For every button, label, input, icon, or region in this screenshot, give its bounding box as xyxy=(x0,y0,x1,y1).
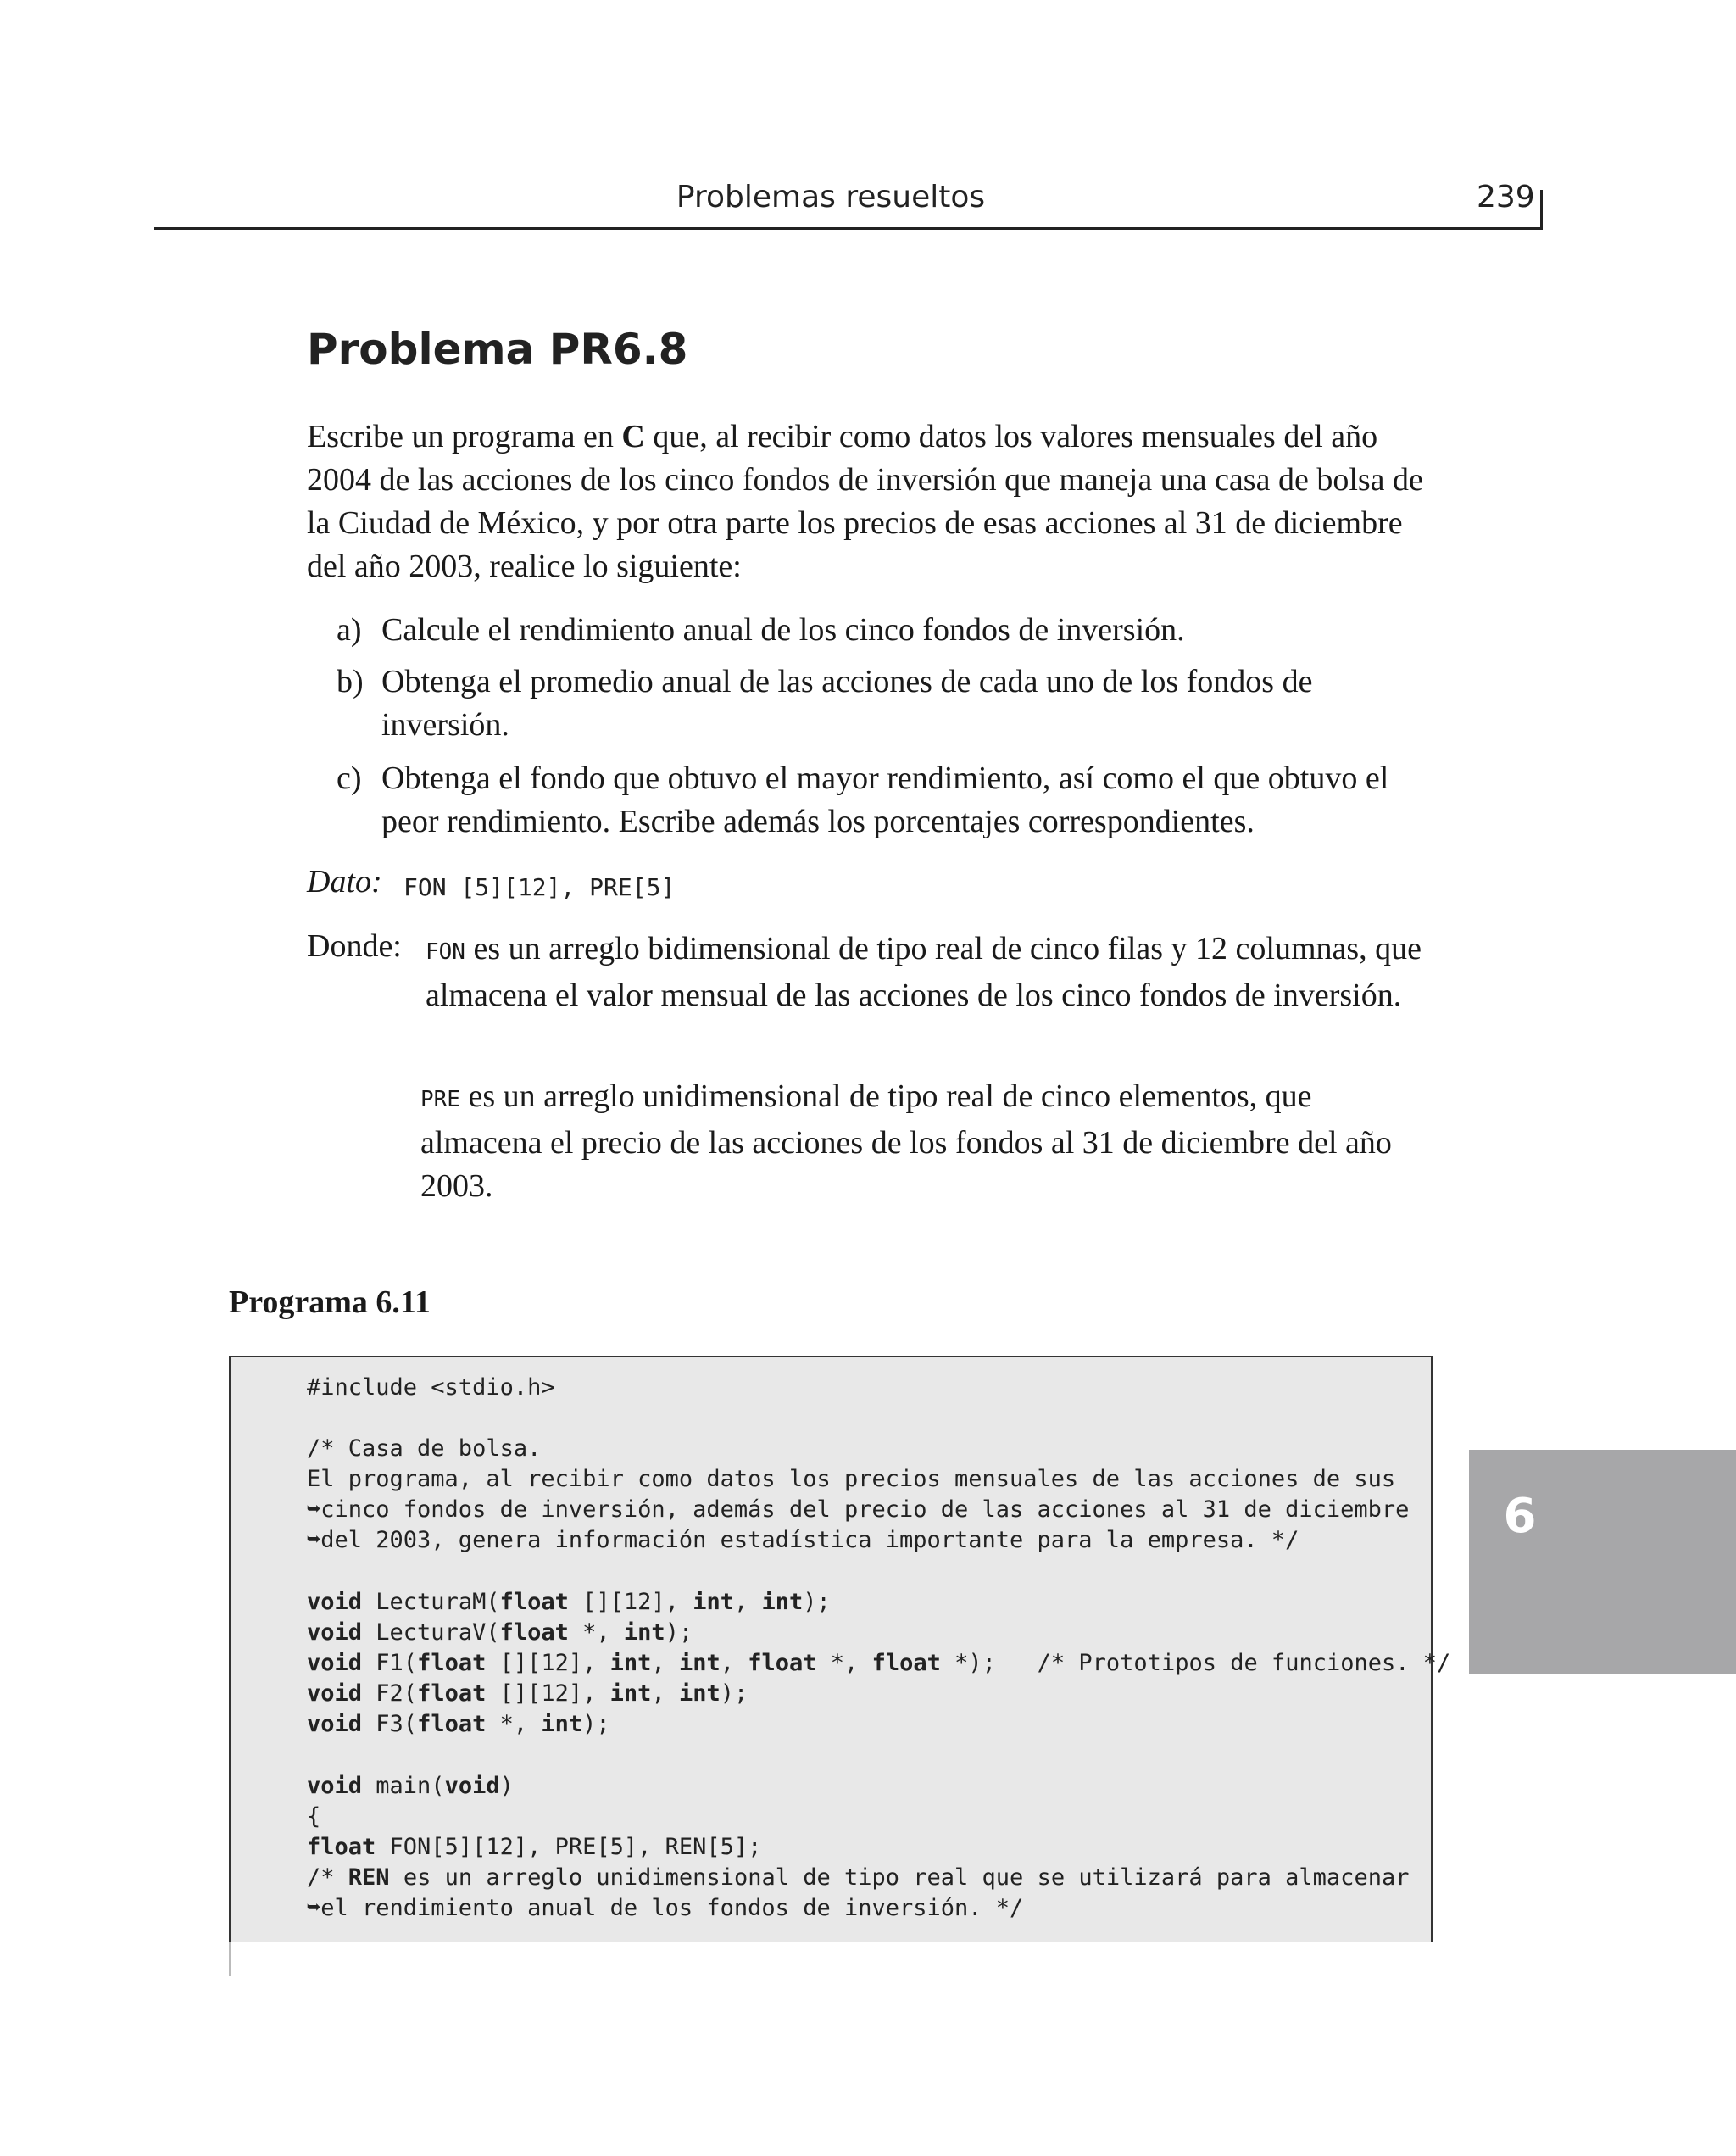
pre-text: es un arreglo unidimensional de tipo real de cinco elementos, que almacena el precio de las acciones de los fondos al 31 de diciembre del año 2003. xyxy=(420,1078,1392,1204)
keyword: int xyxy=(609,1680,652,1707)
keyword: float xyxy=(499,1589,569,1615)
keyword: void xyxy=(307,1619,363,1646)
keyword: int xyxy=(541,1711,583,1737)
problem-title: Problema PR6.8 xyxy=(307,325,688,374)
header-rule xyxy=(154,227,1543,230)
fon-name: FON xyxy=(426,939,465,965)
keyword: int xyxy=(693,1589,734,1615)
keyword: float xyxy=(417,1680,487,1707)
list-item-text: Obtenga el fondo que obtuvo el mayor rendimiento, así como el que obtuvo el peor rendimiento. Escribe además los porcentajes correspondientes. xyxy=(381,760,1389,839)
chapter-number: 6 xyxy=(1503,1489,1537,1544)
keyword: float xyxy=(307,1834,376,1860)
program-title: Programa 6.11 xyxy=(229,1284,431,1320)
intro-language: C xyxy=(621,419,645,454)
intro-paragraph xyxy=(307,415,1443,588)
intro-text-1: Escribe un programa en xyxy=(307,419,622,454)
keyword: float xyxy=(499,1619,569,1646)
keyword: void xyxy=(307,1589,363,1615)
keyword: void xyxy=(307,1680,363,1707)
list-item-text: Obtenga el promedio anual de las acciones de cada uno de los fondos de inversión. xyxy=(381,664,1313,743)
keyword: float xyxy=(871,1650,941,1676)
keyword: void xyxy=(307,1773,363,1799)
code-comment-line: /* REN es un arreglo unidimensional de tipo real que se utilizará para almacenar xyxy=(307,1864,1410,1891)
code-line-lecturav: void LecturaV(float *, int); xyxy=(307,1619,693,1646)
keyword: int xyxy=(761,1589,804,1615)
code-line-declaration: float FON[5][12], PRE[5], REN[5]; xyxy=(307,1834,762,1860)
intro-text-2: que, al recibir como datos los valores mensuales del año 2004 de las acciones de los cinco fondos de inversión que maneja una casa de bolsa de la Ciudad de México, y por otra parte los precios de esas acciones al 31 de diciembre del año 2003, realice lo siguiente: xyxy=(307,419,1423,584)
code-line-include: #include <stdio.h> xyxy=(307,1374,555,1401)
code-listing xyxy=(229,1356,1451,1942)
fon-definition xyxy=(426,928,1426,1017)
dato-label: Dato: xyxy=(307,864,382,900)
keyword: float xyxy=(417,1650,487,1676)
fon-text: es un arreglo bidimensional de tipo real de cinco filas y 12 columnas, que almacena el valor mensual de las acciones de los cinco fondos de inversión. xyxy=(426,931,1422,1013)
keyword: void xyxy=(307,1650,363,1676)
keyword: int xyxy=(678,1680,721,1707)
prototype-comment: /* Prototipos de funciones. */ xyxy=(1037,1650,1451,1676)
keyword: float xyxy=(417,1711,487,1737)
code-line-lecturam: void LecturaM(float [][12], int, int); xyxy=(307,1589,831,1615)
keyword: float xyxy=(748,1650,817,1676)
pre-definition xyxy=(420,1075,1426,1208)
chapter-tab xyxy=(1469,1450,1736,1674)
code-line-main: void main(void) xyxy=(307,1773,514,1799)
running-header-title: Problemas resueltos xyxy=(676,180,986,214)
donde-label: Donde: xyxy=(307,928,402,964)
list-item-label: b) xyxy=(337,664,364,699)
code-line-brace: { xyxy=(307,1803,321,1830)
header-tick xyxy=(1540,190,1543,230)
keyword: int xyxy=(623,1619,665,1646)
code-comment-line: /* Casa de bolsa. xyxy=(307,1435,542,1462)
code-line-f3: void F3(float *, int); xyxy=(307,1711,610,1737)
page-number: 239 xyxy=(1477,180,1535,214)
code-comment-line: ➥del 2003, genera información estadística importante para la empresa. */ xyxy=(307,1527,1299,1553)
list-item-label: c) xyxy=(337,760,362,796)
code-comment-line: ➥cinco fondos de inversión, además del precio de las acciones al 31 de diciembre xyxy=(307,1496,1410,1523)
code-comment-line: El programa, al recibir como datos los precios mensuales de las acciones de sus xyxy=(307,1466,1396,1492)
dato-value: FON [5][12], PRE[5] xyxy=(403,873,676,901)
code-line-f1: void F1(float [][12], int, int, float *, float *); /* Prototipos de funciones. */ xyxy=(307,1650,1451,1676)
keyword: void xyxy=(444,1773,500,1799)
keyword: int xyxy=(609,1650,652,1676)
code-box-edge xyxy=(229,1942,231,1976)
list-item-label: a) xyxy=(337,612,362,648)
code-line-f2: void F2(float [][12], int, int); xyxy=(307,1680,748,1707)
code-comment-line: ➥el rendimiento anual de los fondos de inversión. */ xyxy=(307,1895,1024,1921)
list-item-text: Calcule el rendimiento anual de los cinco fondos de inversión. xyxy=(381,612,1185,648)
keyword: int xyxy=(678,1650,721,1676)
keyword: void xyxy=(307,1711,363,1737)
pre-name: PRE xyxy=(420,1087,460,1112)
